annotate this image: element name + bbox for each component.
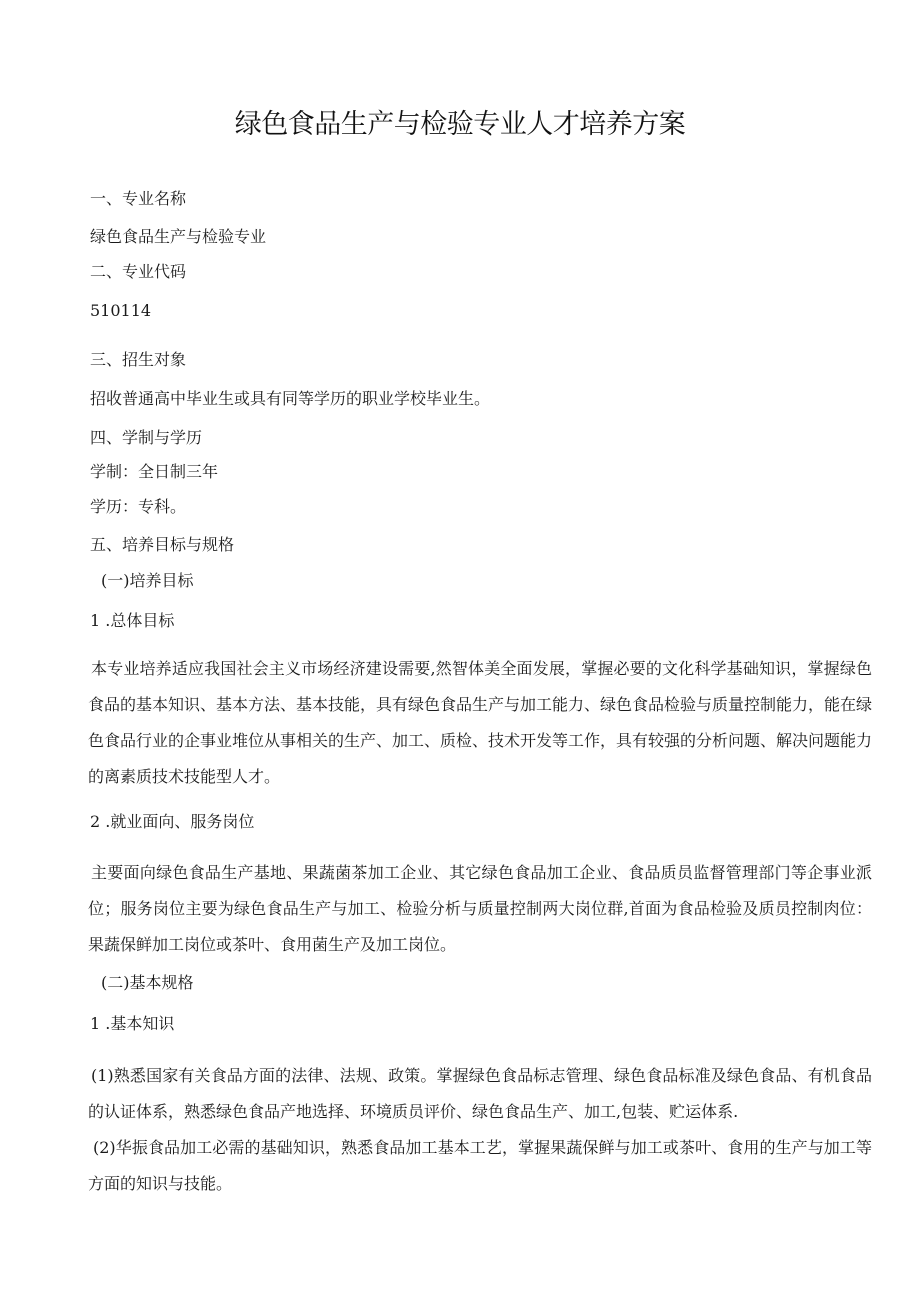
item-heading-employment: 2 .就业面向、服务岗位 <box>90 812 255 831</box>
education-level: 学历：专科。 <box>90 497 187 516</box>
major-name: 绿色食品生产与检验专业 <box>90 227 267 246</box>
study-length: 学制：全日制三年 <box>90 462 219 481</box>
paragraph-overall-goal: 本专业培养适应我国社会主义市场经济建设需要,然智体美全面发展，掌握必要的文化科学基础知识，掌握绿色食品的基本知识、基本方法、基本技能，具有绿色食品生产与加工能力、绿色食品检验与质量控制能力，能在绿色食品行业的企事业堆位从事相关的生产、加工、质检、技术开发等工作，具有较强的分析问题、解决问题能力的离素质技术技能型人才。 <box>88 659 873 786</box>
document-title: 绿色食品生产与检验专业人才培养方案 <box>234 109 686 140</box>
section-heading-1: 一、专业名称 <box>90 189 187 208</box>
paragraph-knowledge-1: (1)熟悉国家有关食品方面的法律、法规、政策。掌握绿色食品标志管理、绿色食品标准及绿色食品、有机食品的认证体系，熟悉绿色食品产地选择、环境质员评价、绿色食品生产、加工,包装、贮运体系. <box>88 1066 872 1121</box>
subsection-heading-specifications: (二)基本规格 <box>101 973 194 992</box>
item-heading-overall-goal: 1 .总体目标 <box>90 611 175 630</box>
paragraph-knowledge-2: (2)华振食品加工必需的基础知识，熟悉食品加工基本工艺，掌握果蔬保鲜与加工或茶叶、食用的生产与加工等方面的知识与技能。 <box>88 1138 872 1193</box>
section-heading-2: 二、专业代码 <box>90 262 187 281</box>
section-heading-5: 五、培养目标与规格 <box>90 535 235 554</box>
section-heading-4: 四、学制与学历 <box>90 428 203 447</box>
section-heading-3: 三、招生对象 <box>90 350 187 369</box>
enrollment-target: 招收普通高中毕业生或具有同等学历的职业学校毕业生。 <box>90 389 491 408</box>
subsection-heading-objectives: (一)培养目标 <box>101 571 194 590</box>
paragraph-employment: 主要面向绿色食品生产基地、果蔬菌茶加工企业、其它绿色食品加工企业、食品质员监督管理部门等企事业派位；服务岗位主要为绿色食品生产与加工、检验分析与质量控制两大岗位群,首面为食品检验及质员控制肉位：果蔬保鲜加工岗位或茶叶、食用菌生产及加工岗位。 <box>88 863 872 954</box>
item-heading-basic-knowledge: 1 .基本知识 <box>90 1014 175 1033</box>
major-code: 510114 <box>90 301 152 320</box>
